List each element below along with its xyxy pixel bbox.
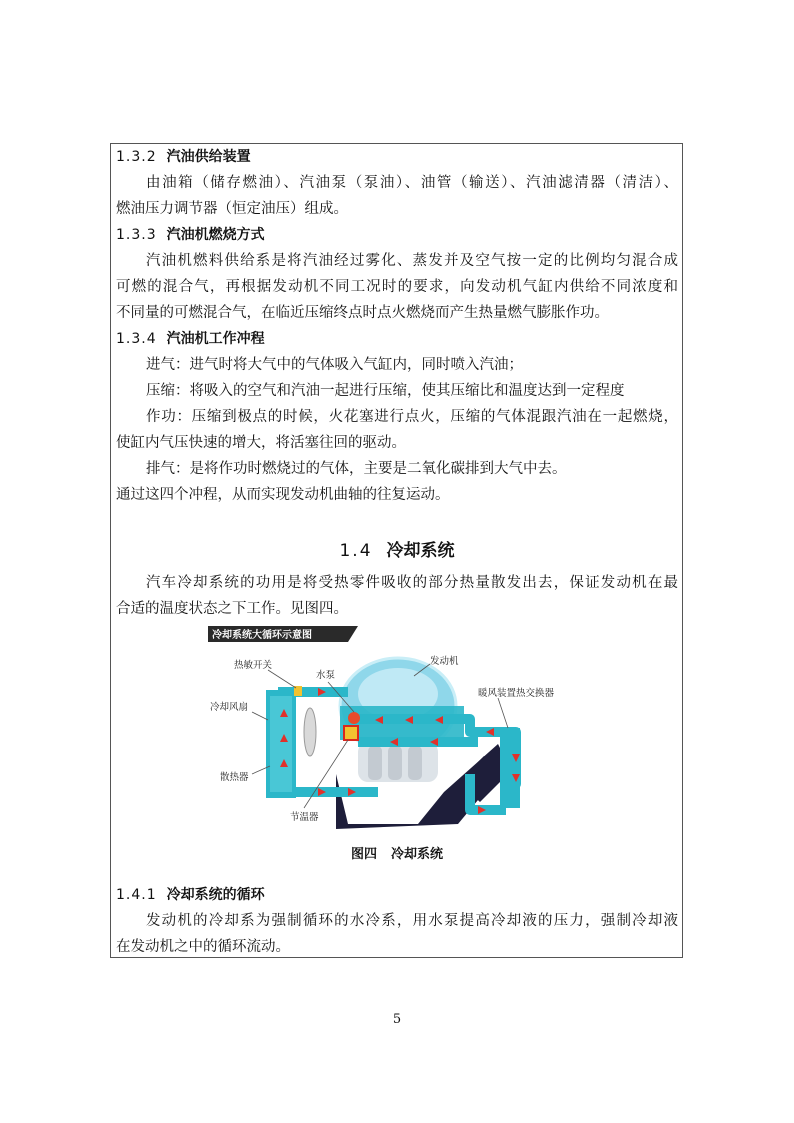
label-thermo-switch: 热敏开关	[234, 660, 273, 671]
section-title-1-4: 1.4 冷却系统	[339, 541, 455, 561]
piston-shape	[408, 746, 422, 780]
label-engine: 发动机	[430, 656, 459, 667]
radiator-core	[270, 696, 292, 792]
paragraph-line: 汽车冷却系统的功用是将受热零件吸收的部分热量散发出去，保证发动机在最	[146, 575, 678, 591]
heading-1-4-1: 1.4.1 冷却系统的循环	[116, 887, 265, 903]
paragraph-line: 进气：进气时将大气中的气体吸入气缸内，同时喷入汽油；	[146, 357, 523, 373]
thermostat-shape	[344, 726, 358, 740]
paragraph-line: 排气：是将作功时燃烧过的气体，主要是二氧化碳排到大气中去。	[146, 461, 567, 477]
water-pump-shape	[348, 712, 360, 724]
paragraph-line: 压缩：将吸入的空气和汽油一起进行压缩，使其压缩比和温度达到一定程度	[146, 383, 625, 399]
paragraph-line: 汽油机燃料供给系是将汽油经过雾化、蒸发并及空气按一定的比例均匀混合成	[146, 253, 678, 269]
cooling-system-diagram	[208, 624, 576, 836]
paragraph-line: 合适的温度状态之下工作。见图四。	[116, 601, 348, 617]
label-heater-core: 暖风装置热交换器	[478, 688, 555, 699]
page-number: 5	[392, 1012, 402, 1027]
label-radiator: 散热器	[220, 772, 249, 783]
paragraph-line: 可燃的混合气，再根据发动机不同工况时的要求，向发动机气缸内供给不同浓度和	[116, 279, 678, 295]
label-water-pump: 水泵	[316, 670, 336, 681]
paragraph-line: 使缸内气压快速的增大，将活塞往回的驱动。	[116, 435, 406, 451]
diagram-banner-text: 冷却系统大循环示意图	[212, 630, 312, 641]
piston-shape	[368, 746, 382, 780]
heading-1-3-3: 1.3.3 汽油机燃烧方式	[116, 227, 265, 243]
figure-caption: 图四 冷却系统	[350, 847, 444, 862]
paragraph-line: 由油箱（储存燃油）、汽油泵（泵油）、油管（输送）、汽油滤清器（清洁）、	[146, 175, 678, 191]
heading-1-3-2: 1.3.2 汽油供给装置	[116, 149, 251, 165]
paragraph-line: 不同量的可燃混合气，在临近压缩终点时点火燃烧而产生热量燃气膨胀作功。	[116, 305, 609, 321]
fan-shape	[304, 708, 316, 756]
paragraph-line: 燃油压力调节器（恒定油压）组成。	[116, 201, 348, 217]
piston-shape	[388, 746, 402, 780]
label-cooling-fan: 冷却风扇	[210, 702, 249, 713]
paragraph-line: 在发动机之中的循环流动。	[116, 939, 290, 955]
paragraph-line: 发动机的冷却系为强制循环的水冷系，用水泵提高冷却液的压力，强制冷却液	[146, 913, 678, 929]
heading-1-3-4: 1.3.4 汽油机工作冲程	[116, 331, 265, 347]
paragraph-line: 作功：压缩到极点的时候，火花塞进行点火，压缩的气体混跟汽油在一起燃烧，	[146, 409, 678, 425]
heater-core-shape	[500, 728, 520, 808]
paragraph-line: 通过这四个冲程，从而实现发动机曲轴的往复运动。	[116, 487, 450, 503]
label-thermostat: 节温器	[290, 812, 319, 823]
